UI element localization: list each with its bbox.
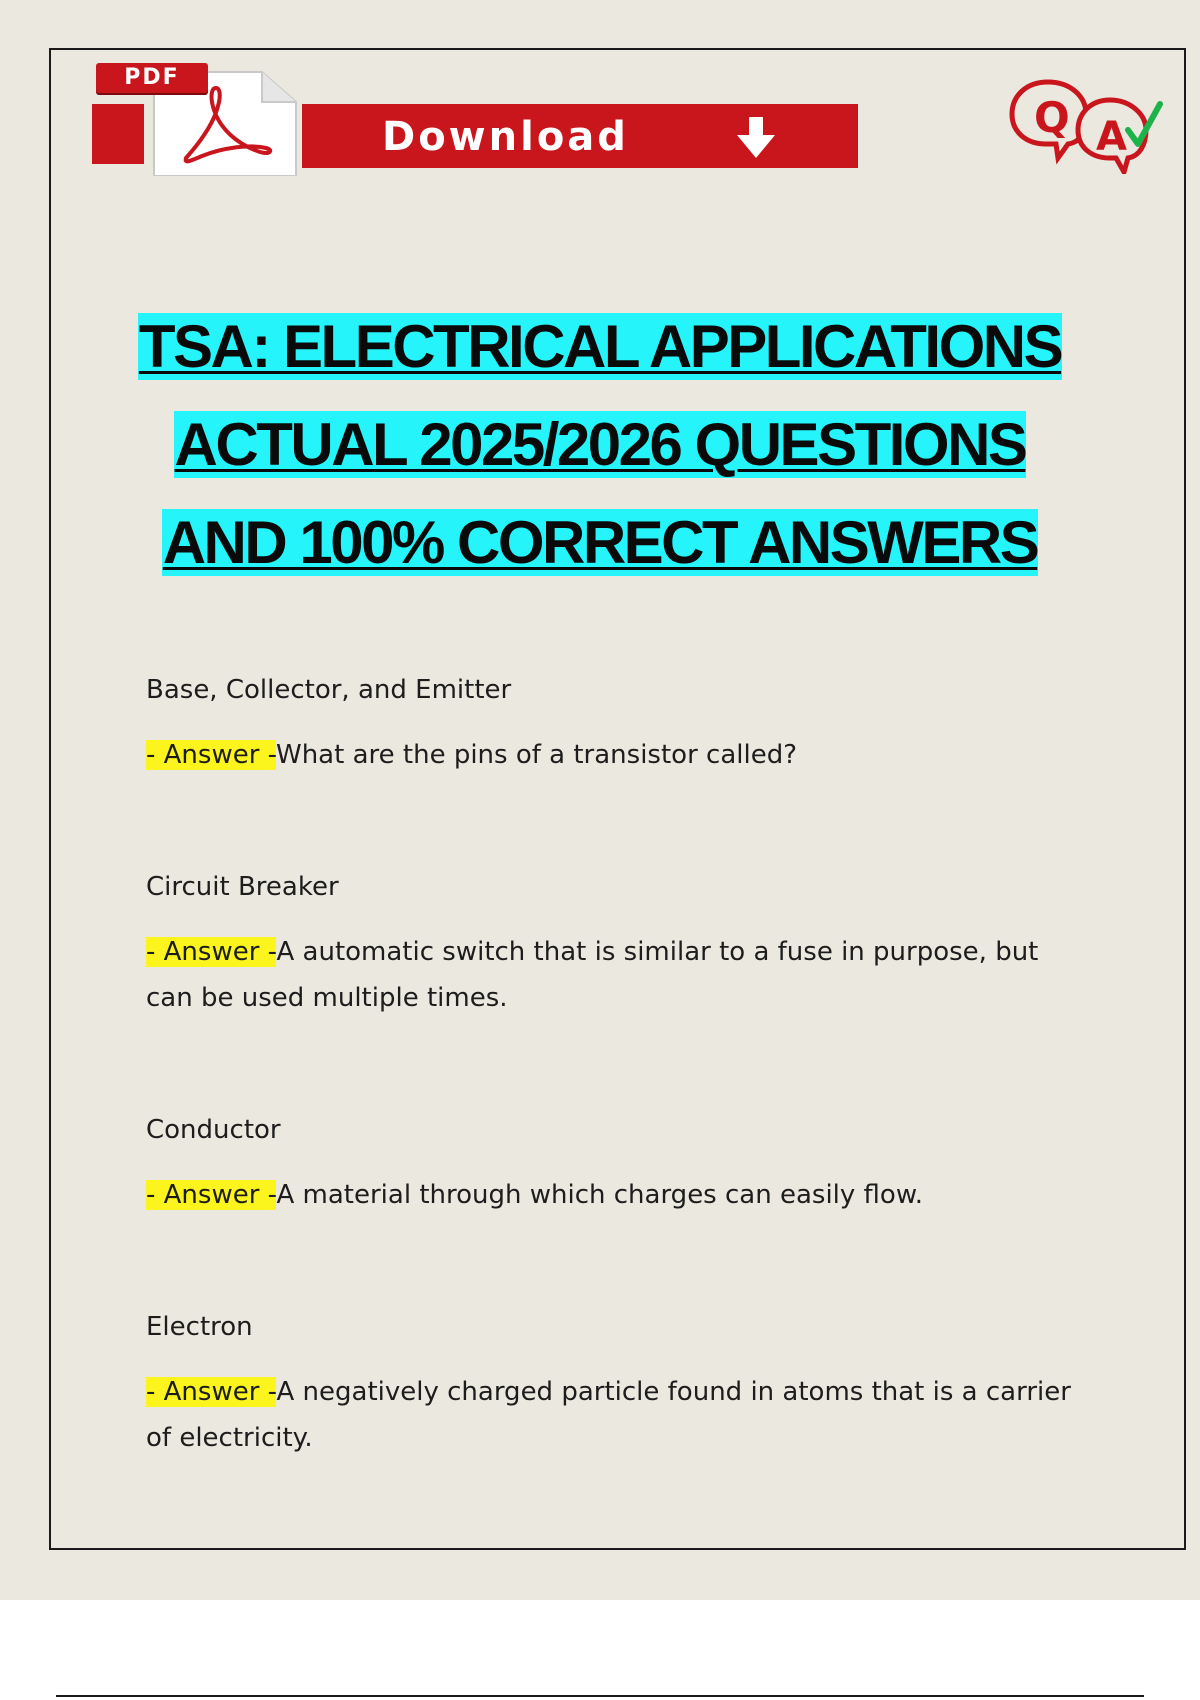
answer-text (146, 929, 1086, 1021)
qa-item (146, 1307, 1086, 1461)
document-title (0, 298, 1200, 592)
answer-prefix-highlight: - Answer - (146, 1377, 277, 1407)
answer-prefix-highlight: - Answer - (146, 740, 276, 770)
title-line (0, 396, 1200, 494)
answer-body: A negatively charged particle found in atoms that is a carrier of electricity. (146, 1377, 1071, 1453)
qa-logo-a-letter: A (1096, 114, 1127, 160)
title-line-text: ACTUAL 2025/2026 QUESTIONS (174, 411, 1026, 478)
answer-body: A material through which charges can easily flow. (276, 1180, 923, 1210)
qa-logo-icon (1006, 74, 1164, 174)
qa-logo-q-letter: Q (1034, 93, 1070, 142)
question-term: Base, Collector, and Emitter (146, 675, 512, 705)
answer-text (146, 1172, 1086, 1218)
qa-item (146, 1110, 1086, 1307)
footer-divider (56, 1695, 1144, 1697)
qa-item (146, 867, 1086, 1110)
title-line-text: TSA: ELECTRICAL APPLICATIONS (138, 313, 1062, 380)
download-arrow-icon[interactable] (734, 115, 778, 161)
answer-text (146, 1369, 1086, 1461)
answer-body: A automatic switch that is similar to a fuse in purpose, but can be used multiple times. (146, 937, 1039, 1013)
answer-body: What are the pins of a transistor called? (276, 740, 798, 770)
answer-prefix-highlight: - Answer - (146, 1180, 277, 1210)
download-label[interactable]: Download (382, 114, 629, 160)
title-line (0, 494, 1200, 592)
question-term: Conductor (146, 1115, 281, 1145)
pdf-download-banner[interactable] (92, 60, 858, 176)
pdf-tab-label: PDF (96, 63, 208, 93)
answer-text (146, 732, 1086, 778)
title-line (0, 298, 1200, 396)
question-term: Circuit Breaker (146, 872, 339, 902)
answer-prefix-highlight: - Answer - (146, 937, 277, 967)
qa-item (146, 670, 1086, 867)
banner-red-left-block (92, 104, 144, 164)
title-line-text: AND 100% CORRECT ANSWERS (162, 509, 1038, 576)
qa-list (146, 670, 1086, 1461)
question-term: Electron (146, 1312, 253, 1342)
